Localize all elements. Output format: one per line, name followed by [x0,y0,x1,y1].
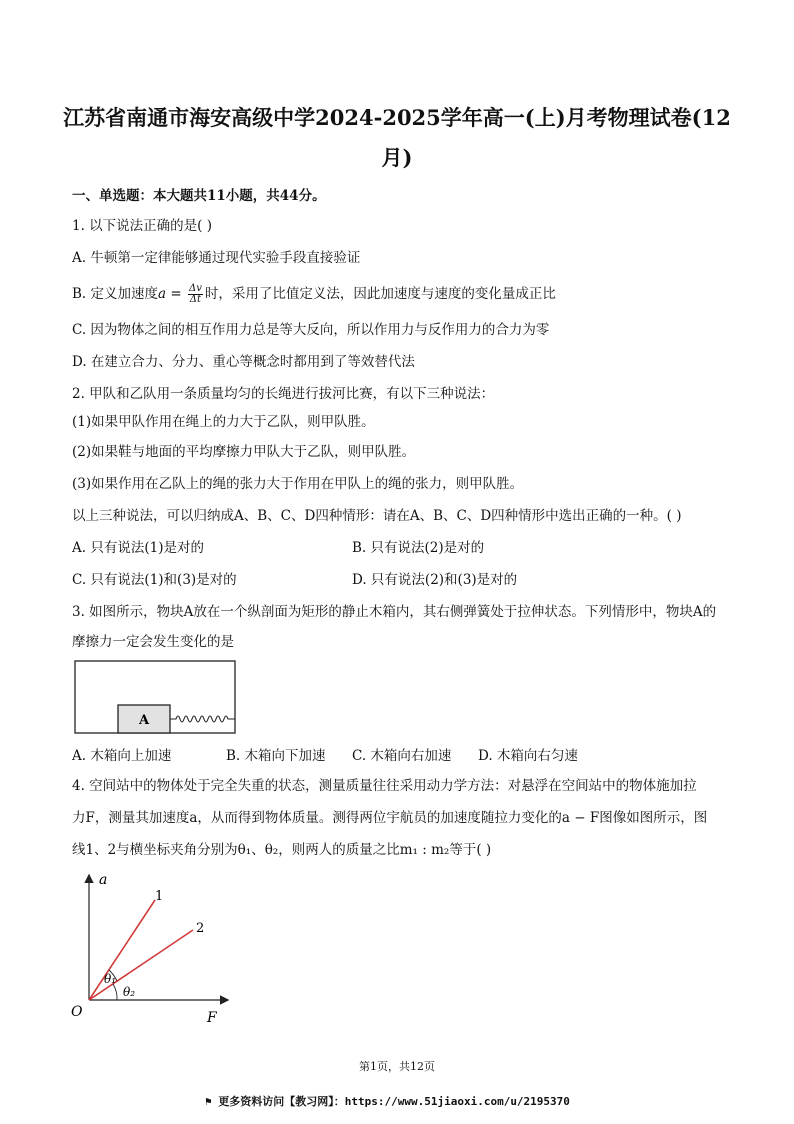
q3-option-c: C. 木箱向右加速 [352,748,452,764]
q1-b-eq: = [166,286,186,302]
q4-stem-1: 4. 空间站中的物体处于完全失重的状态，测量质量往往采用动力学方法：对悬浮在空间站中的物体施加拉 [72,778,697,794]
angle-2-label: θ₂ [123,985,136,999]
q3-option-b: B. 木箱向下加速 [226,748,326,764]
graph-line-1 [89,900,155,1000]
q1-b-den: Δt [189,294,202,305]
angle-1-label: θ₁ [104,972,117,986]
flag-icon: ⚑ [205,1095,219,1108]
graph-line-2 [89,930,193,1000]
exam-title: 江苏省南通市海安高级中学2024-2025学年高一(上)月考物理试卷(12 [63,105,731,130]
q1-option-a: A. 牛顿第一定律能够通过现代实验手段直接验证 [72,250,361,266]
q1-b-pre: B. 定义加速度 [72,286,159,302]
section-heading: 一、单选题：本大题共11小题，共44分。 [72,188,326,204]
q2-statement-2: (2)如果鞋与地面的平均摩擦力甲队大于乙队，则甲队胜。 [72,444,416,460]
block-a-label: A [138,713,150,728]
origin-label: O [71,1004,83,1020]
q4-stem-2: 力F，测量其加速度a，从而得到物体质量。测得两位宇航员的加速度随拉力变化的a − F图像如图所示，图 [72,810,708,826]
q2-statement-3: (3)如果作用在乙队上的绳的张力大于作用在甲队上的绳的张力，则甲队胜。 [72,476,524,492]
q3-stem-2: 摩擦力一定会发生变化的是 [72,634,234,650]
q1-b-num: Δv [188,283,202,294]
q1-b-fraction [188,284,203,305]
spring [170,716,235,722]
angle-arc-2 [113,984,117,1000]
line-1-label: 1 [155,889,164,904]
q3-option-d: D. 木箱向右匀速 [478,748,578,764]
q3-option-a: A. 木箱向上加速 [72,748,172,764]
q1-b-var: a [158,286,167,302]
x-axis-label: F [207,1010,217,1026]
q2-summary: 以上三种说法，可以归纳成A、B、C、D四种情形：请在A、B、C、D四种情形中选出正确的一种。( ) [72,508,682,524]
q3-stem-1: 3. 如图所示，物块A放在一个纵剖面为矩形的静止木箱内，其右侧弹簧处于拉伸状态。下列情形中，物块A的 [72,604,717,620]
q1-option-d: D. 在建立合力、分力、重心等概念时都用到了等效替代法 [72,354,415,370]
q4-stem-3: 线1、2与横坐标夹角分别为θ₁、θ₂，则两人的质量之比m₁ : m₂等于( ) [72,842,492,858]
y-axis-label: a [99,872,108,888]
q1-option-c: C. 因为物体之间的相互作用力总是等大反向，所以作用力与反作用力的合力为零 [72,322,550,338]
q2-option-d: D. 只有说法(2)和(3)是对的 [352,572,518,588]
q1-option-b [72,284,556,305]
q2-option-c: C. 只有说法(1)和(3)是对的 [72,572,237,588]
q2-statement-1: (1)如果甲队作用在绳上的力大于乙队，则甲队胜。 [72,414,375,430]
q3-box-figure [70,658,240,738]
q2-option-b: B. 只有说法(2)是对的 [352,540,485,556]
q1-stem: 1. 以下说法正确的是( ) [72,218,212,234]
resource-link-text: 更多资料访问【教习网】：https://www.51jiaoxi.com/u/2195370 [218,1095,570,1108]
page-footer: 第1页，共12页 [359,1060,435,1073]
resource-link[interactable] [205,1093,570,1109]
q2-stem: 2. 甲队和乙队用一条质量均匀的长绳进行拔河比赛，有以下三种说法： [72,386,495,402]
exam-title-cont: 月) [381,145,413,170]
q2-option-a: A. 只有说法(1)是对的 [72,540,204,556]
q1-b-post: 时，采用了比值定义法，因此加速度与速度的变化量成正比 [204,286,556,302]
q4-a-f-graph [65,868,235,1028]
line-2-label: 2 [196,921,205,936]
